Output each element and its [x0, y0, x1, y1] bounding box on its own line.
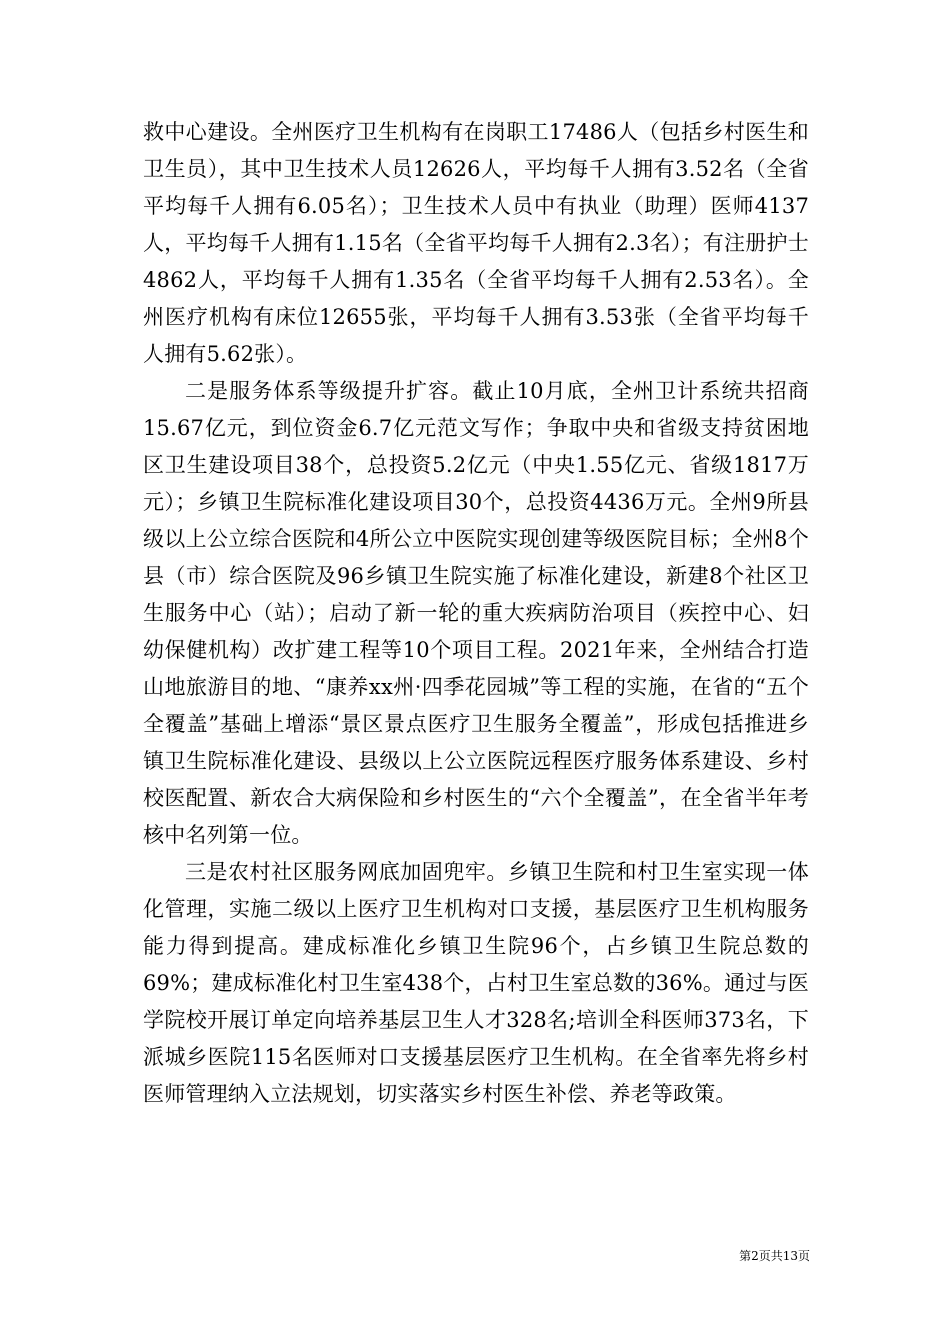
paragraph-3: 三是农村社区服务网底加固兜牢。乡镇卫生院和村卫生室实现一体化管理，实施二级以上医疗卫生机构对口支援，基层医疗卫生机构服务能力得到提高。建成标准化乡镇卫生院96个，占乡镇卫生院总数的69%；建成标准化村卫生室438个，占村卫生室总数的36%。通过与医学院校开展订单定向培养基层卫生人才328名;培训全科医师373名，下派城乡医院115名医师对口支援基层医疗卫生机构。在全省率先将乡村医师管理纳入立法规划，切实落实乡村医生补偿、养老等政策。 [143, 860, 809, 1106]
document-body [143, 114, 809, 1113]
page-number: 第2页共13页 [739, 1249, 810, 1263]
paragraph-2: 二是服务体系等级提升扩容。截止10月底，全州卫计系统共招商15.67亿元，到位资金6.7亿元范文写作；争取中央和省级支持贫困地区卫生建设项目38个，总投资5.2亿元（中央1.55亿元、省级1817万元）；乡镇卫生院标准化建设项目30个，总投资4436万元。全州9所县级以上公立综合医院和4所公立中医院实现创建等级医院目标；全州8个县（市）综合医院及96乡镇卫生院实施了标准化建设，新建8个社区卫生服务中心（站）；启动了新一轮的重大疾病防治项目（疾控中心、妇幼保健机构）改扩建工程等10个项目工程。2021年来，全州结合打造山地旅游目的地、“康养xx州·四季花园城”等工程的实施，在省的“五个全覆盖”基础上增添“景区景点医疗卫生服务全覆盖”，形成包括推进乡镇卫生院标准化建设、县级以上公立医院远程医疗服务体系建设、乡村校医配置、新农合大病保险和乡村医生的“六个全覆盖”，在全省半年考核中名列第一位。 [143, 379, 809, 847]
paragraph-1: 救中心建设。全州医疗卫生机构有在岗职工17486人（包括乡村医生和卫生员），其中卫生技术人员12626人，平均每千人拥有3.52名（全省平均每千人拥有6.05名）；卫生技术人员中有执业（助理）医师4137人，平均每千人拥有1.15名（全省平均每千人拥有2.3名）；有注册护士4862人，平均每千人拥有1.35名（全省平均每千人拥有2.53名）。全州医疗机构有床位12655张，平均每千人拥有3.53张（全省平均每千人拥有5.62张）。 [143, 120, 809, 366]
